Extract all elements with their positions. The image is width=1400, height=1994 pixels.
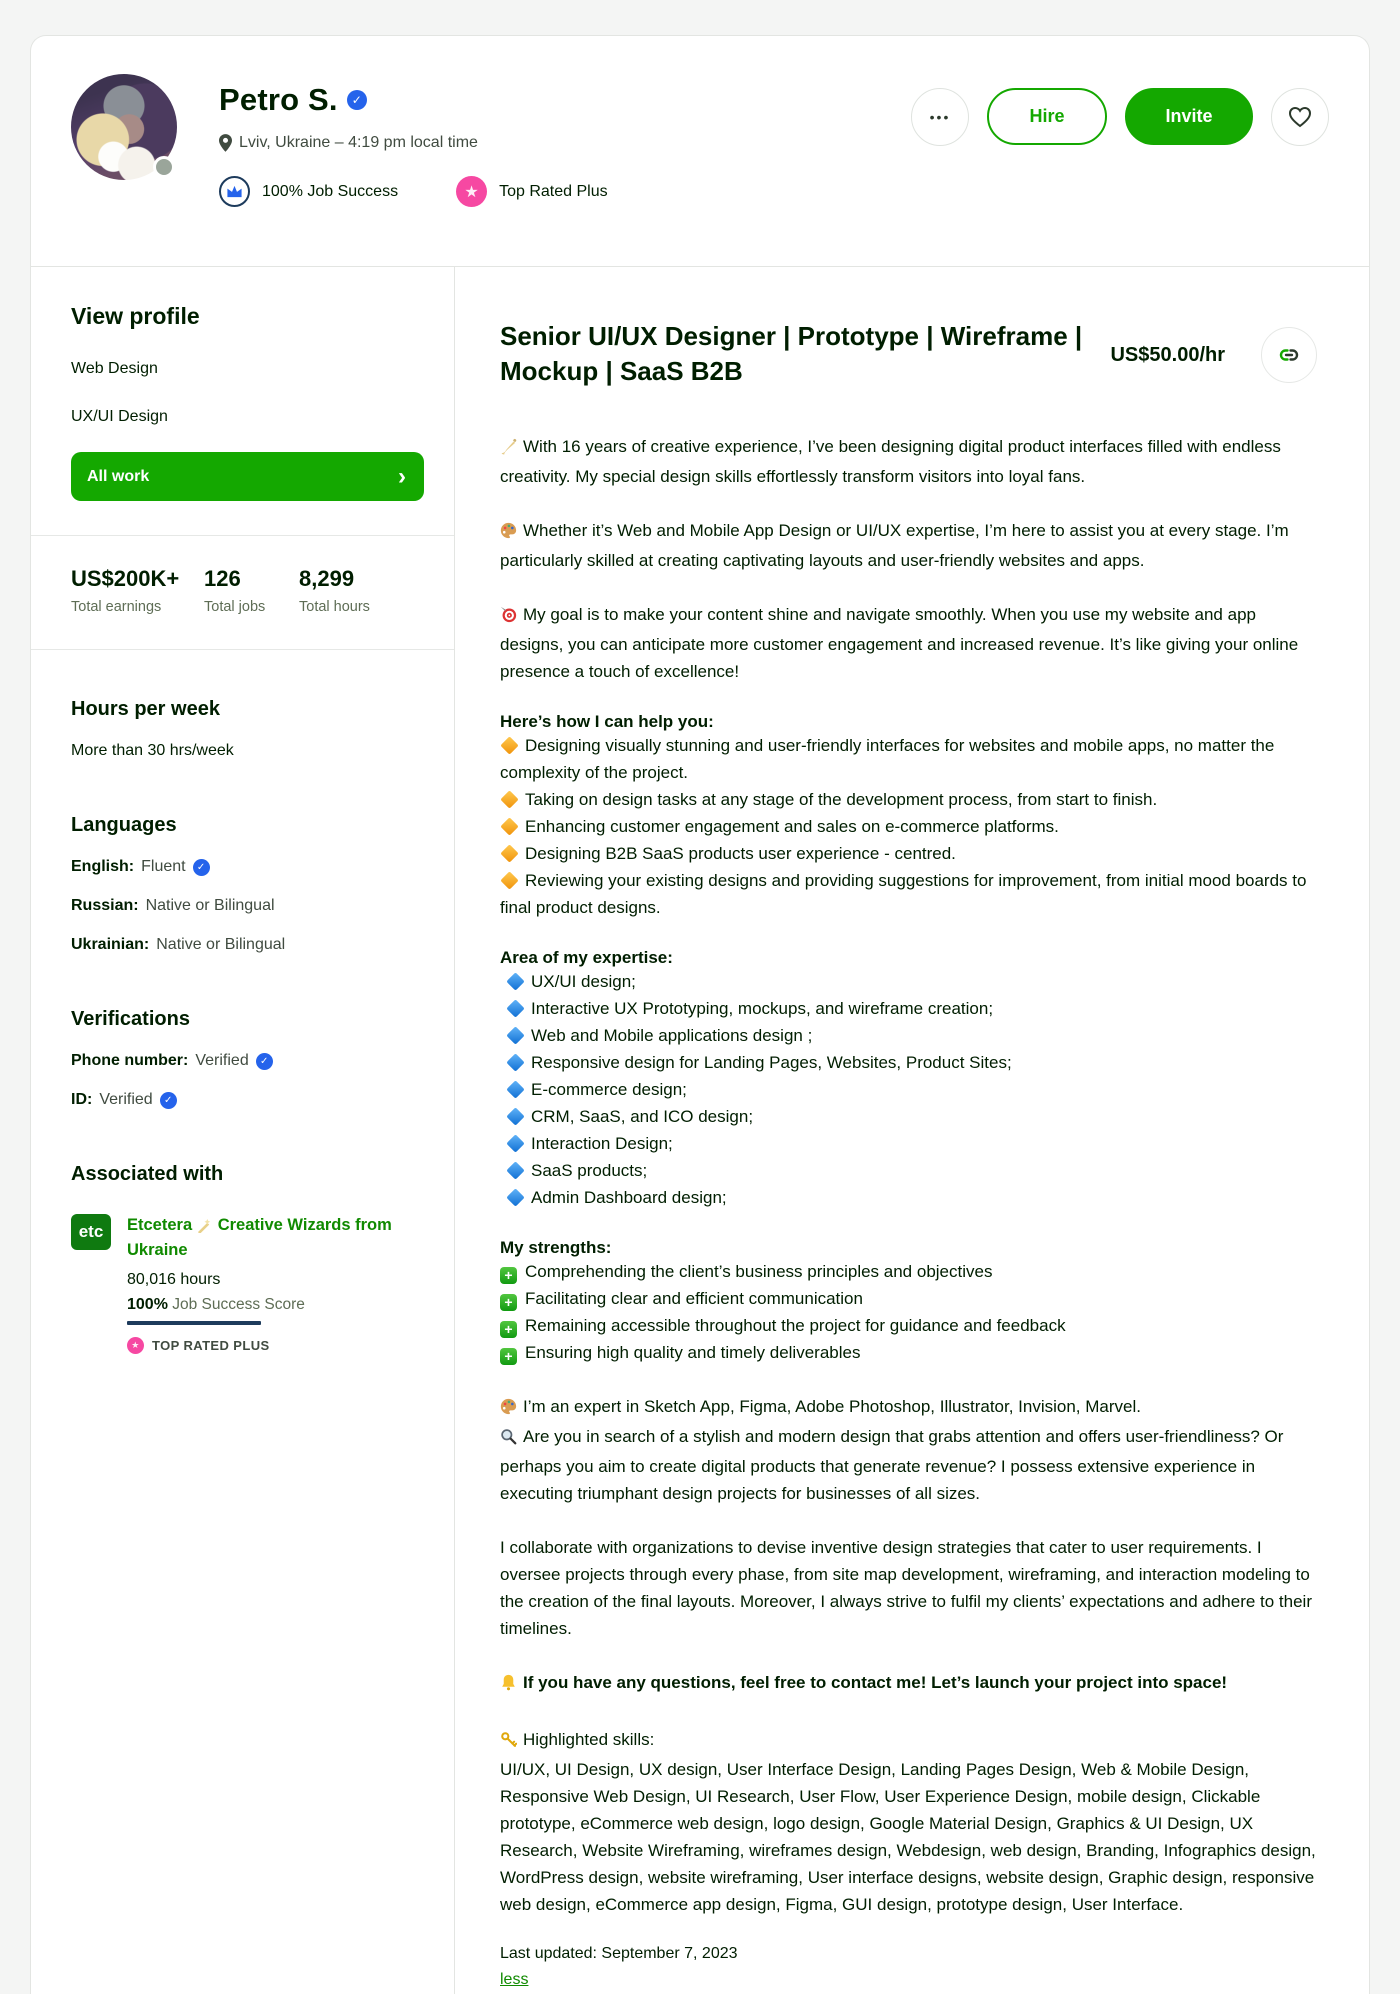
blue-diamond-icon bbox=[506, 1107, 524, 1125]
orange-diamond-icon bbox=[500, 817, 518, 835]
orange-diamond-icon bbox=[500, 871, 518, 889]
paintbrush-icon bbox=[500, 436, 517, 463]
strength-item bbox=[500, 1258, 1317, 1285]
expertise-item bbox=[500, 1076, 1317, 1103]
help-item-text: Enhancing customer engagement and sales on e-commerce platforms. bbox=[525, 817, 1059, 836]
blue-diamond-icon bbox=[506, 1026, 524, 1044]
stat-label: Total jobs bbox=[204, 599, 266, 615]
share-link-button[interactable] bbox=[1261, 327, 1317, 383]
expertise-item-text: SaaS products; bbox=[531, 1161, 648, 1180]
stat-total-jobs bbox=[204, 566, 299, 615]
expertise-item-text: E-commerce design; bbox=[531, 1080, 687, 1099]
top-rated-plus-icon: ★ bbox=[127, 1337, 144, 1354]
stat-label: Total hours bbox=[299, 599, 370, 615]
verification-name: ID: bbox=[71, 1091, 93, 1108]
green-plus-icon: + bbox=[500, 1321, 517, 1338]
job-success-label: 100% Job Success bbox=[262, 182, 399, 200]
more-icon: ••• bbox=[929, 109, 951, 125]
language-row bbox=[71, 858, 424, 876]
expertise-item-text: Admin Dashboard design; bbox=[531, 1188, 727, 1207]
strength-item-text: Remaining accessible throughout the project for guidance and feedback bbox=[525, 1316, 1066, 1335]
help-item-text: Reviewing your existing designs and providing suggestions for improvement, from initial mood boards to final product designs. bbox=[500, 871, 1307, 917]
help-item bbox=[500, 840, 1317, 867]
verification-row bbox=[71, 1052, 424, 1070]
expertise-item bbox=[500, 995, 1317, 1022]
status-dot bbox=[153, 156, 175, 178]
profile-title: Senior UI/UX Designer | Prototype | Wireframe | Mockup | SaaS B2B bbox=[500, 321, 1083, 386]
tools-text: I’m an expert in Sketch App, Figma, Adobe Photoshop, Illustrator, Invision, Marvel. bbox=[523, 1397, 1141, 1416]
contact-text: If you have any questions, feel free to contact me! Let’s launch your project into space! bbox=[523, 1673, 1228, 1692]
agency-link[interactable] bbox=[127, 1214, 424, 1262]
help-item bbox=[500, 786, 1317, 813]
tools-paragraph bbox=[500, 1393, 1317, 1507]
sidebar-item-ux-ui-design[interactable]: UX/UI Design bbox=[71, 408, 168, 425]
more-button[interactable] bbox=[911, 88, 969, 146]
less-link[interactable]: less bbox=[500, 1971, 529, 1988]
help-item bbox=[500, 732, 1317, 786]
stat-value: 8,299 bbox=[299, 566, 355, 591]
verified-icon: ✓ bbox=[160, 1092, 177, 1109]
overview-paragraph bbox=[500, 601, 1317, 685]
expertise-item-text: Interactive UX Prototyping, mockups, and wireframe creation; bbox=[531, 999, 994, 1018]
heart-icon bbox=[1288, 106, 1312, 128]
overview-paragraph bbox=[500, 517, 1317, 574]
hourly-rate: US$50.00/hr bbox=[1110, 343, 1225, 366]
stat-label: Total earnings bbox=[71, 599, 162, 615]
overview-text: Whether it’s Web and Mobile App Design or UI/UX expertise, I’m here to assist you at every stage. I’m particularly skilled at creating captivating layouts and user-friendly websites and apps. bbox=[500, 521, 1289, 570]
help-item bbox=[500, 867, 1317, 921]
blue-diamond-icon bbox=[506, 972, 524, 990]
collaboration-paragraph: I collaborate with organizations to devise inventive design strategies that cater to user requirements. I oversee projects through every phase, from site map development, wireframing, and interaction modeling to the creation of the final layouts. Moreover, I always strive to fulfil my clients’ expectations and adhere to their timelines. bbox=[500, 1538, 1312, 1638]
view-profile-heading: View profile bbox=[71, 303, 200, 329]
help-item bbox=[500, 813, 1317, 840]
strength-item-text: Ensuring high quality and timely deliverables bbox=[525, 1343, 861, 1362]
strength-item bbox=[500, 1339, 1317, 1366]
expertise-item-text: UX/UI design; bbox=[531, 972, 636, 991]
expertise-heading: Area of my expertise: bbox=[500, 948, 673, 967]
overview-text: With 16 years of creative experience, I’ve been designing digital product interfaces filled with endless creativity. My special design skills effortlessly transform visitors into loyal fans. bbox=[500, 437, 1281, 486]
agency-name-part1: Etcetera bbox=[127, 1216, 193, 1234]
green-plus-icon: + bbox=[500, 1267, 517, 1284]
last-updated: Last updated: September 7, 2023 bbox=[500, 1945, 738, 1962]
palette-icon bbox=[500, 1396, 517, 1423]
sidebar bbox=[31, 267, 455, 1994]
strength-item bbox=[500, 1285, 1317, 1312]
top-rated-plus-badge bbox=[456, 176, 608, 207]
verified-icon: ✓ bbox=[256, 1053, 273, 1070]
strength-item-text: Comprehending the client’s business principles and objectives bbox=[525, 1262, 993, 1281]
blue-diamond-icon bbox=[506, 1161, 524, 1179]
stat-value: 126 bbox=[204, 566, 241, 591]
expertise-item bbox=[500, 1157, 1317, 1184]
contact-paragraph bbox=[500, 1669, 1317, 1699]
stat-value: US$200K+ bbox=[71, 566, 180, 591]
search-text: Are you in search of a stylish and modern design that grabs attention and offers user-friendliness? Or perhaps you aim to create digital products that generate revenue? I possess extensive experience in executing triumphant design projects for businesses of all sizes. bbox=[500, 1427, 1284, 1503]
save-button[interactable] bbox=[1271, 88, 1329, 146]
agency-score bbox=[127, 1296, 424, 1314]
blue-diamond-icon bbox=[506, 1134, 524, 1152]
link-icon bbox=[1277, 343, 1301, 367]
verification-name: Phone number: bbox=[71, 1052, 189, 1069]
agency-score-value: 100% bbox=[127, 1295, 168, 1313]
stats-row bbox=[31, 536, 454, 649]
language-level: Native or Bilingual bbox=[145, 897, 275, 914]
magnifier-icon bbox=[500, 1426, 517, 1453]
verification-status: Verified bbox=[195, 1052, 249, 1069]
expertise-item-text: CRM, SaaS, and ICO design; bbox=[531, 1107, 754, 1126]
location-pin-icon bbox=[219, 134, 232, 152]
hours-per-week-value: More than 30 hrs/week bbox=[71, 742, 234, 759]
palette-icon bbox=[500, 520, 517, 547]
expertise-item bbox=[500, 1022, 1317, 1049]
profile-header bbox=[31, 36, 1369, 266]
profile-card bbox=[30, 35, 1370, 1994]
agency-hours: 80,016 hours bbox=[127, 1270, 221, 1288]
wand-icon bbox=[197, 1217, 212, 1239]
green-plus-icon: + bbox=[500, 1348, 517, 1365]
language-row bbox=[71, 936, 424, 954]
language-level: Fluent bbox=[141, 858, 186, 875]
associated-with-heading: Associated with bbox=[71, 1163, 224, 1185]
key-icon bbox=[500, 1729, 517, 1756]
language-level: Native or Bilingual bbox=[156, 936, 286, 953]
blue-diamond-icon bbox=[506, 1080, 524, 1098]
sidebar-item-all-work[interactable] bbox=[71, 452, 424, 501]
agency-logo[interactable]: etc bbox=[71, 1214, 111, 1250]
verified-icon: ✓ bbox=[193, 859, 210, 876]
verification-row bbox=[71, 1091, 424, 1109]
top-rated-plus-icon: ★ bbox=[456, 176, 487, 207]
job-success-badge bbox=[219, 176, 398, 207]
overview-text: My goal is to make your content shine and navigate smoothly. When you use my website and app designs, you can anticipate more customer engagement and increased revenue. It’s like giving your online presence a touch of excellence! bbox=[500, 605, 1299, 681]
location-text: Lviv, Ukraine – 4:19 pm local time bbox=[239, 134, 478, 151]
orange-diamond-icon bbox=[500, 790, 518, 808]
verified-icon: ✓ bbox=[347, 90, 367, 110]
bell-icon bbox=[500, 1672, 517, 1699]
job-success-icon bbox=[219, 176, 250, 207]
agency-score-label: Job Success Score bbox=[172, 1295, 305, 1313]
dart-icon bbox=[500, 604, 517, 631]
blue-diamond-icon bbox=[506, 1188, 524, 1206]
help-item-text: Taking on design tasks at any stage of the development process, from start to finish. bbox=[525, 790, 1158, 809]
all-work-label: All work bbox=[87, 467, 150, 485]
language-row bbox=[71, 897, 424, 915]
skills-text: UI/UX, UI Design, UX design, User Interface Design, Landing Pages Design, Web & Mobile Design, Responsive Web Design, UI Research, User Flow, User Experience Design, mobile design, Clickable prototype, eCommerce web design, logo design, Google Material Design, Graphics & UI Design, UX Research, Website Wireframing, wireframes design, Webdesign, web design, Branding, Infographics design, WordPress design, website wireframing, User interface designs, website design, Graphic design, responsive web design, eCommerce app design, Figma, GUI design, prototype design, User Interface. bbox=[500, 1760, 1316, 1914]
green-plus-icon: + bbox=[500, 1294, 517, 1311]
chevron-right-icon: › bbox=[398, 462, 406, 490]
freelancer-name: Petro S. bbox=[219, 82, 338, 117]
stat-total-earnings bbox=[71, 566, 204, 615]
hours-per-week-heading: Hours per week bbox=[71, 698, 220, 720]
avatar[interactable] bbox=[71, 74, 177, 180]
help-heading: Here’s how I can help you: bbox=[500, 712, 714, 731]
expertise-item-text: Web and Mobile applications design ; bbox=[531, 1026, 813, 1045]
invite-button[interactable]: Invite bbox=[1125, 88, 1253, 145]
strength-item-text: Facilitating clear and efficient communication bbox=[525, 1289, 863, 1308]
blue-diamond-icon bbox=[506, 999, 524, 1017]
help-item-text: Designing visually stunning and user-friendly interfaces for websites and mobile apps, no matter the complexity of the project. bbox=[500, 736, 1275, 782]
associated-agency bbox=[71, 1214, 424, 1354]
strength-item bbox=[500, 1312, 1317, 1339]
expertise-item bbox=[500, 1103, 1317, 1130]
languages-heading: Languages bbox=[71, 814, 177, 836]
expertise-item bbox=[500, 968, 1317, 995]
skills-heading: Highlighted skills: bbox=[523, 1730, 655, 1749]
orange-diamond-icon bbox=[500, 736, 518, 754]
orange-diamond-icon bbox=[500, 844, 518, 862]
language-name: Russian: bbox=[71, 897, 139, 914]
skills-paragraph bbox=[500, 1726, 1317, 1918]
score-bar bbox=[127, 1321, 261, 1325]
expertise-item bbox=[500, 1184, 1317, 1211]
expertise-item-text: Interaction Design; bbox=[531, 1134, 673, 1153]
expertise-item bbox=[500, 1049, 1317, 1076]
stat-total-hours bbox=[299, 566, 370, 615]
top-rated-plus-label: Top Rated Plus bbox=[499, 182, 608, 200]
verification-status: Verified bbox=[99, 1091, 153, 1108]
sidebar-item-web-design[interactable]: Web Design bbox=[71, 360, 158, 377]
help-item-text: Designing B2B SaaS products user experience - centred. bbox=[525, 844, 956, 863]
agency-name-part2: Creative Wizards from Ukraine bbox=[127, 1216, 392, 1260]
verifications-heading: Verifications bbox=[71, 1008, 190, 1030]
strengths-heading: My strengths: bbox=[500, 1238, 612, 1257]
hire-button[interactable]: Hire bbox=[987, 88, 1107, 145]
blue-diamond-icon bbox=[506, 1053, 524, 1071]
agency-top-rated-label: TOP RATED PLUS bbox=[152, 1337, 270, 1353]
overview-paragraph bbox=[500, 433, 1317, 490]
language-name: Ukrainian: bbox=[71, 936, 150, 953]
language-name: English: bbox=[71, 858, 135, 875]
main-content bbox=[455, 267, 1369, 1994]
expertise-item bbox=[500, 1130, 1317, 1157]
expertise-item-text: Responsive design for Landing Pages, Websites, Product Sites; bbox=[531, 1053, 1012, 1072]
divider bbox=[31, 649, 454, 650]
agency-top-rated-plus bbox=[127, 1337, 424, 1354]
